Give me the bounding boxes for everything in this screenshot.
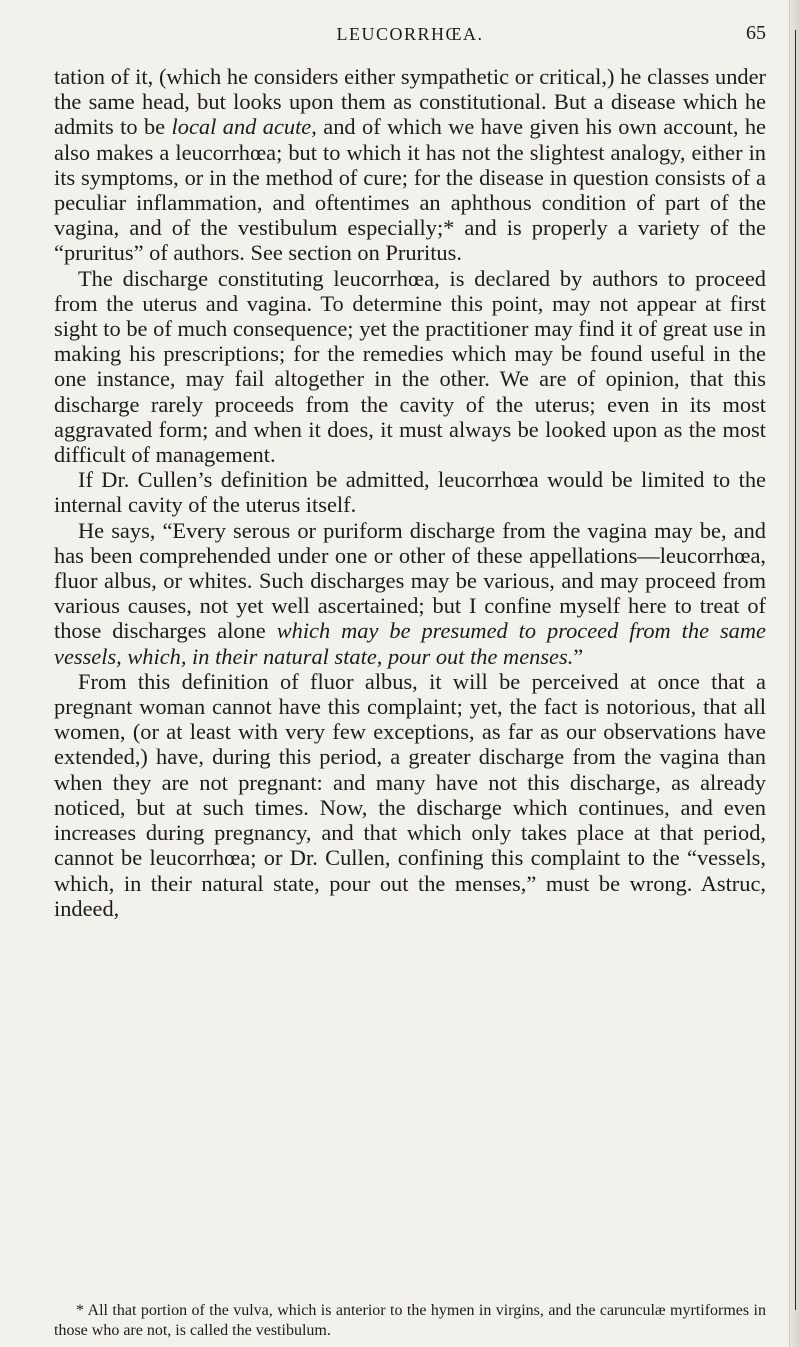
footnote-text: * All that portion of the vulva, which is anterior to the hymen in virgins, and the carunculæ myrtiformes in those who are not, is called the vestibulum. [54,1302,766,1339]
paragraph-1 [54,64,766,266]
body-text [54,64,766,921]
paragraph-3 [54,467,766,517]
paragraph-5 [54,669,766,921]
italic-text-run: which may be presumed to proceed from the same vessels, which, in their natural state, pour out the menses. [54,618,766,669]
text-run: He says, “Every serous or puriform discharge from the vagina may be, and has been comprehended under one or other of these appellations—leucorrhœa, fluor albus, or whites. Such discharges may be various, and may proceed from various causes, not yet well ascertained; but I confine myself here to treat of those discharges alone [54,517,766,644]
footnote [54,1301,766,1341]
binding-line [795,30,796,1310]
text-run: If Dr. Cullen’s definition be admitted, leucorrhœa would be limited to the internal cavity of the uterus itself. [54,467,766,518]
running-head: LEUCORRHŒA. [336,24,484,44]
page-header [54,18,766,52]
page-number: 65 [746,22,766,44]
paragraph-4 [54,518,766,669]
text-run: The discharge constituting leucorrhœa, is declared by authors to proceed from the uterus and vagina. To determine this point, may not appear at first sight to be of much consequence; yet the practitioner may find it of great use in making his prescriptions; for the remedies which may be found useful in the one instance, may fail altogether in the other. We are of opinion, that this discharge rarely proceeds from the cavity of the uterus; even in its most aggravated form; and when it does, it must always be looked upon as the most difficult of management. [54,265,766,468]
paragraph-2 [54,266,766,468]
italic-text-run: local and acute [171,114,312,140]
text-run: , and of which we have given his own account, he also makes a leucorrhœa; but to which it has not the slightest analogy, either in its symptoms, or in the method of cure; for the disease in question consists of a peculiar inflammation, and oftentimes an aphthous condition of part of the vagina, and of the vestibulum especially;* and is properly a variety of the “pruritus” of authors. See section on Pruritus. [54,114,766,266]
text-run: From this definition of fluor albus, it will be perceived at once that a pregnant woman cannot have this complaint; yet, the fact is notorious, that all women, (or at least with very few exceptions, as far as our observations have extended,) have, during this period, a greater discharge from the vagina than when they are not pregnant: and many have not this discharge, as already noticed, but at such times. Now, the discharge which continues, and even increases during pregnancy, and that which only takes place at that period, cannot be leucorrhœa; or Dr. Cullen, confining this complaint to the “vessels, which, in their natural state, pour out the menses,” must be wrong. Astruc, indeed, [54,668,766,921]
text-run: ” [573,643,584,669]
text-run: tation of it, (which he considers either sympathetic or critical,) he classes under the same head, but looks upon them as constitutional. But a disease which he admits to be [54,64,766,140]
